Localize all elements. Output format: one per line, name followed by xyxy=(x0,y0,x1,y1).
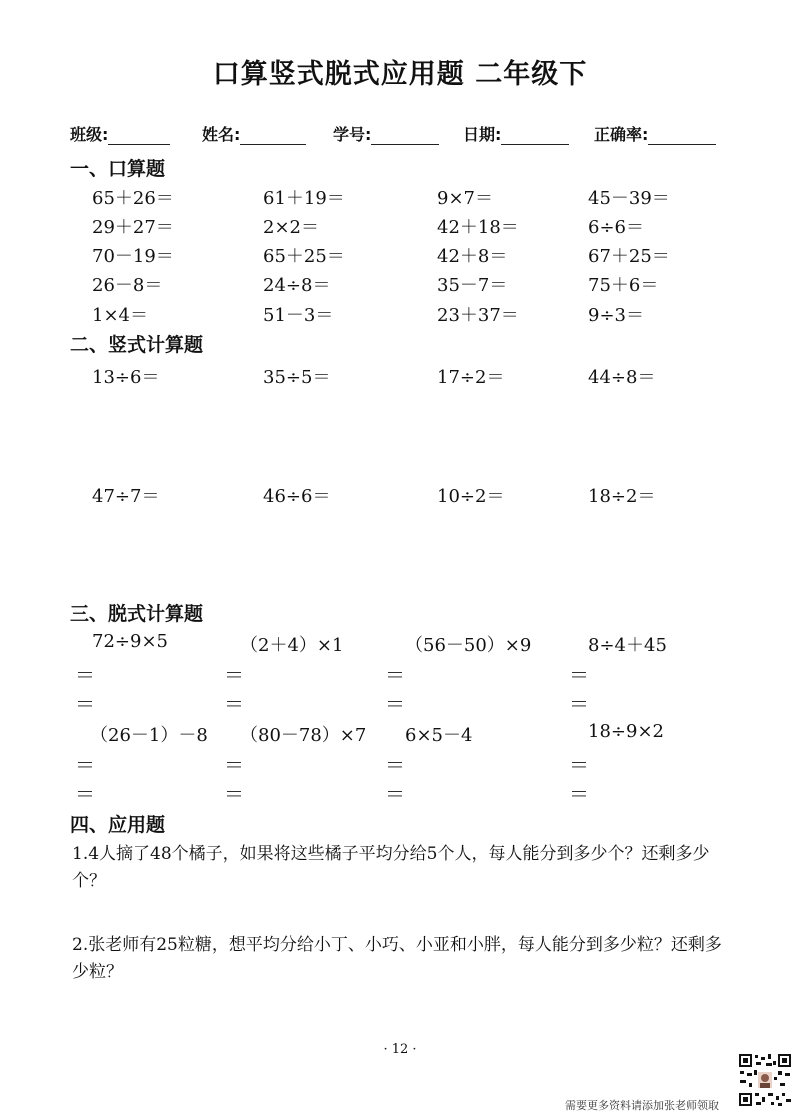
vertical-item: 35÷5＝ xyxy=(263,367,331,388)
date-field[interactable] xyxy=(463,122,569,145)
oral-item: 2×2＝ xyxy=(263,217,319,238)
equals-sign: ＝ xyxy=(569,753,589,777)
vertical-item: 18÷2＝ xyxy=(588,486,656,507)
stepwise-item: （26－1）－8 xyxy=(90,725,208,746)
oral-item: 70－19＝ xyxy=(92,246,174,267)
name-label: 姓名: xyxy=(202,125,241,144)
stepwise-item: （80－78）×7 xyxy=(240,725,367,746)
vertical-item: 13÷6＝ xyxy=(92,367,160,388)
date-blank[interactable] xyxy=(501,128,569,145)
section-word-problems-heading: 四、应用题 xyxy=(70,814,166,836)
date-label: 日期: xyxy=(463,125,502,144)
oral-item: 45－39＝ xyxy=(588,188,670,209)
name-blank[interactable] xyxy=(240,128,306,145)
name-field[interactable] xyxy=(202,122,306,145)
page-number: · 12 · xyxy=(383,1042,417,1057)
vertical-item: 44÷8＝ xyxy=(588,367,656,388)
page-title: 口算竖式脱式应用题 二年级下 xyxy=(212,59,588,90)
oral-item: 23＋37＝ xyxy=(437,305,519,326)
equals-sign: ＝ xyxy=(569,663,589,687)
equals-sign: ＝ xyxy=(75,692,95,716)
equals-sign: ＝ xyxy=(569,692,589,716)
vertical-item: 47÷7＝ xyxy=(92,486,160,507)
equals-sign: ＝ xyxy=(224,692,244,716)
oral-item: 75＋6＝ xyxy=(588,275,659,296)
stepwise-item: （56－50）×9 xyxy=(405,635,532,656)
oral-item: 1×4＝ xyxy=(92,305,148,326)
equals-sign: ＝ xyxy=(224,782,244,806)
oral-item: 42＋8＝ xyxy=(437,246,508,267)
student-id-field[interactable] xyxy=(333,122,439,145)
equals-sign: ＝ xyxy=(569,782,589,806)
oral-item: 35－7＝ xyxy=(437,275,508,296)
oral-item: 24÷8＝ xyxy=(263,275,331,296)
qr-code-icon xyxy=(738,1053,792,1107)
stepwise-item: 18÷9×2 xyxy=(588,721,664,742)
oral-item: 26－8＝ xyxy=(92,275,163,296)
oral-item: 29＋27＝ xyxy=(92,217,174,238)
vertical-item: 46÷6＝ xyxy=(263,486,331,507)
equals-sign: ＝ xyxy=(75,753,95,777)
equals-sign: ＝ xyxy=(224,663,244,687)
oral-item: 6÷6＝ xyxy=(588,217,644,238)
oral-item: 65＋26＝ xyxy=(92,188,174,209)
equals-sign: ＝ xyxy=(385,753,405,777)
oral-item: 61＋19＝ xyxy=(263,188,345,209)
accuracy-field[interactable] xyxy=(594,122,716,145)
footer-notice: 需要更多资料请添加张老师领取 xyxy=(565,1099,719,1112)
class-field[interactable] xyxy=(70,122,170,145)
word-problem-1: 1.4人摘了48个橘子，如果将这些橘子平均分给5个人，每人能分到多少个？还剩多少个？ xyxy=(72,844,710,891)
equals-sign: ＝ xyxy=(75,782,95,806)
oral-item: 67＋25＝ xyxy=(588,246,670,267)
accuracy-blank[interactable] xyxy=(648,128,716,145)
student-id-blank[interactable] xyxy=(371,128,439,145)
class-blank[interactable] xyxy=(108,128,170,145)
equals-sign: ＝ xyxy=(385,663,405,687)
stepwise-item: （2＋4）×1 xyxy=(240,635,344,656)
word-problem-2: 2.张老师有25粒糖，想平均分给小丁、小巧、小亚和小胖，每人能分到多少粒？还剩多少粒？ xyxy=(72,935,722,982)
equals-sign: ＝ xyxy=(385,782,405,806)
oral-item: 9÷3＝ xyxy=(588,305,644,326)
section-oral-heading: 一、口算题 xyxy=(70,158,166,180)
oral-item: 42＋18＝ xyxy=(437,217,519,238)
class-label: 班级: xyxy=(70,125,109,144)
section-stepwise-heading: 三、脱式计算题 xyxy=(70,603,204,625)
equals-sign: ＝ xyxy=(224,753,244,777)
equals-sign: ＝ xyxy=(385,692,405,716)
accuracy-label: 正确率: xyxy=(594,125,649,144)
equals-sign: ＝ xyxy=(75,663,95,687)
oral-item: 65＋25＝ xyxy=(263,246,345,267)
vertical-item: 17÷2＝ xyxy=(437,367,505,388)
student-id-label: 学号: xyxy=(333,125,372,144)
section-vertical-heading: 二、竖式计算题 xyxy=(70,334,204,356)
oral-item: 51－3＝ xyxy=(263,305,334,326)
oral-item: 9×7＝ xyxy=(437,188,493,209)
stepwise-item: 72÷9×5 xyxy=(92,631,168,652)
vertical-item: 10÷2＝ xyxy=(437,486,505,507)
stepwise-item: 8÷4＋45 xyxy=(588,635,667,656)
stepwise-item: 6×5－4 xyxy=(405,725,473,746)
